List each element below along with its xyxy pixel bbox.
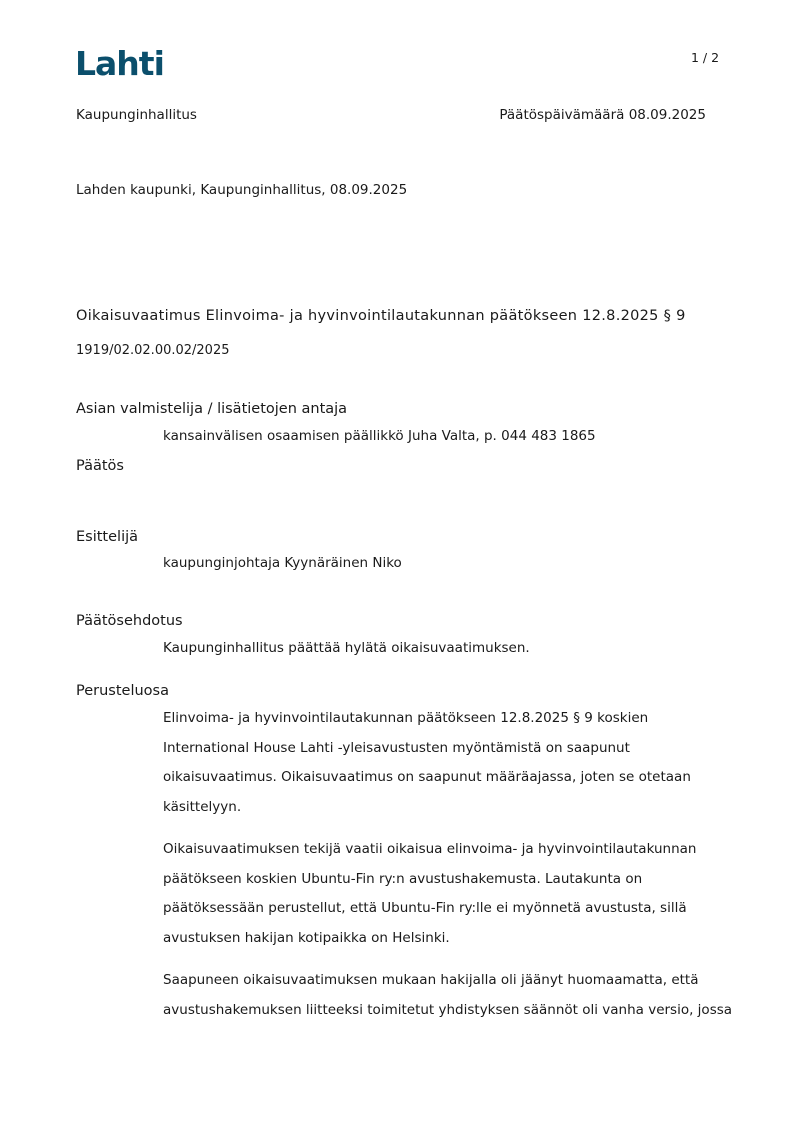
meta-line: Lahden kaupunki, Kaupunginhallitus, 08.09.2025: [76, 182, 408, 198]
paragraph-line: Elinvoima- ja hyvinvointilautakunnan päätökseen 12.8.2025 § 9 koskien: [163, 710, 649, 726]
decision-heading: Päätös: [76, 458, 124, 474]
paragraph-line: oikaisuvaatimus. Oikaisuvaatimus on saapunut määräajassa, joten se otetaan: [163, 769, 691, 785]
document-title: Oikaisuvaatimus Elinvoima- ja hyvinvointilautakunnan päätökseen 12.8.2025 § 9: [76, 308, 686, 324]
paragraph-line: päätökseen koskien Ubuntu-Fin ry:n avustushakemusta. Lautakunta on: [163, 870, 643, 887]
reasoning-paragraph-1: [163, 704, 723, 822]
paragraph-line: päätöksessään perustellut, että Ubuntu-Fin ry:lle ei myönnetä avustusta, sillä: [163, 900, 687, 916]
paragraph-line: käsittelyyn.: [163, 798, 242, 815]
page-number: 1 / 2: [691, 50, 720, 65]
organ-name: Kaupunginhallitus: [76, 107, 197, 123]
reasoning-paragraph-2: [163, 835, 723, 953]
decision-date: Päätöspäivämäärä 08.09.2025: [499, 107, 706, 123]
paragraph-line: Saapuneen oikaisuvaatimuksen mukaan hakijalla oli jäänyt huomaamatta, että: [163, 972, 699, 988]
paragraph-line: Oikaisuvaatimuksen tekijä vaatii oikaisua elinvoima- ja hyvinvointilautakunnan: [163, 841, 697, 857]
paragraph-line: avustushakemuksen liitteeksi toimitetut yhdistyksen säännöt oli vanha versio, jossa: [163, 1001, 733, 1018]
preparer-heading: Asian valmistelija / lisätietojen antaja: [76, 401, 348, 417]
proposal-value: Kaupunginhallitus päättää hylätä oikaisuvaatimuksen.: [163, 640, 530, 656]
reasoning-heading: Perusteluosa: [76, 683, 169, 699]
diary-number: 1919/02.02.00.02/2025: [76, 343, 230, 358]
lahti-logo: Lahti: [75, 44, 164, 83]
paragraph-line: avustuksen hakijan kotipaikka on Helsinki.: [163, 929, 450, 946]
presenter-heading: Esittelijä: [76, 529, 139, 545]
reasoning-paragraph-3: [163, 966, 733, 1025]
presenter-value: kaupunginjohtaja Kyynäräinen Niko: [163, 555, 402, 571]
proposal-heading: Päätösehdotus: [76, 613, 183, 629]
paragraph-line: International House Lahti -yleisavustusten myöntämistä on saapunut: [163, 739, 630, 756]
preparer-value: kansainvälisen osaamisen päällikkö Juha Valta, p. 044 483 1865: [163, 428, 596, 444]
